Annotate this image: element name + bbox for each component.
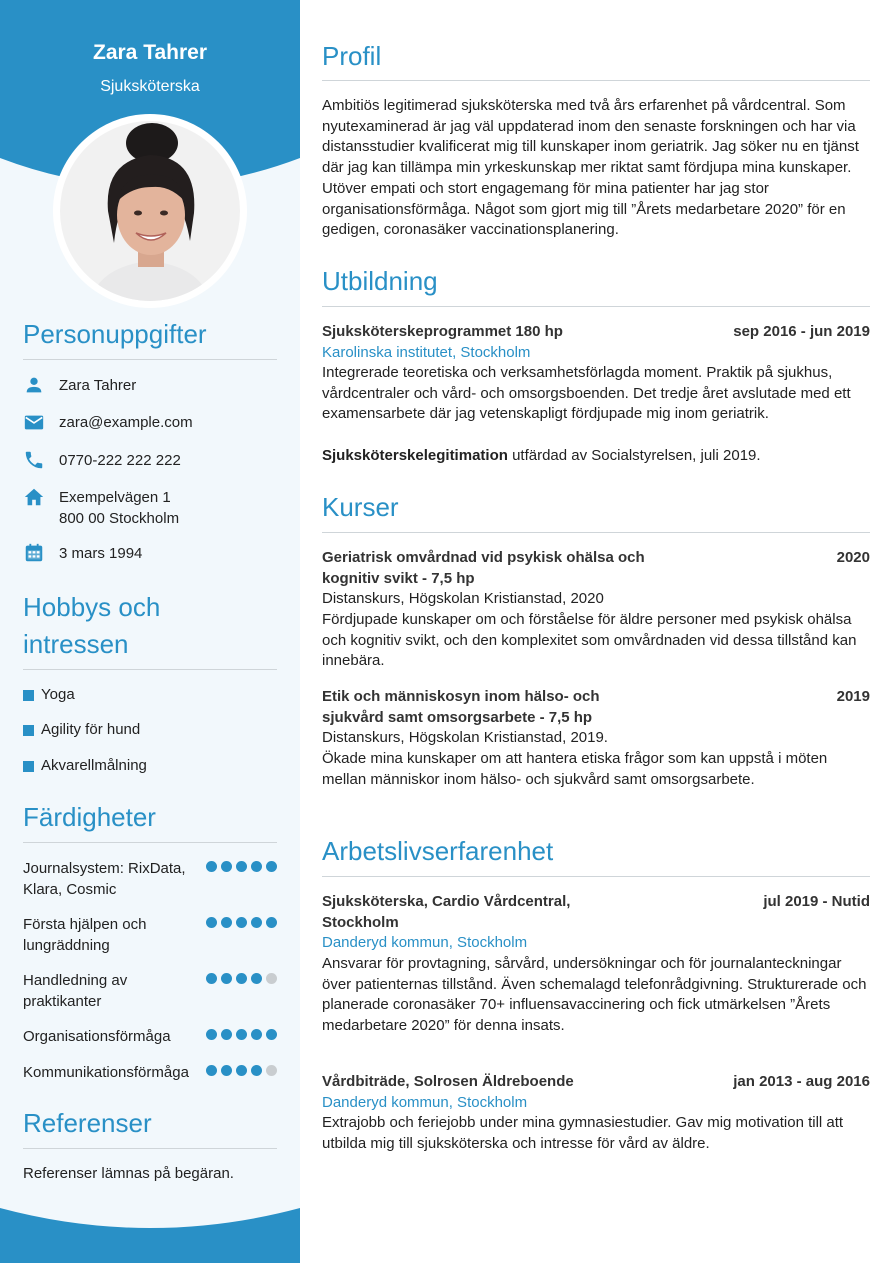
rating-dot-filled [236, 973, 247, 984]
hobby-label: Agility för hund [41, 721, 141, 738]
rating-dot-filled [236, 1065, 247, 1076]
skill-item [23, 1062, 277, 1083]
contact-birthdate [23, 543, 277, 564]
rating-dot-filled [206, 917, 217, 928]
course-provider: Distanskurs, Högskolan Kristianstad, 2019. [322, 729, 608, 746]
education-degree: Sjuksköterskeprogrammet 180 hp [322, 323, 563, 340]
skill-name: Organisationsförmåga [23, 1028, 171, 1045]
contact-email-text: zara@example.com [59, 414, 193, 431]
divider [23, 1148, 277, 1149]
skill-name: Journalsystem: RixData, Klara, Cosmic [23, 860, 186, 898]
course-entry-header [322, 548, 870, 589]
rating-dot-filled [251, 973, 262, 984]
hobby-item [23, 685, 75, 705]
courses-title: Kurser [322, 492, 399, 522]
course-date: 2020 [836, 549, 870, 566]
work-date: jan 2013 - aug 2016 [733, 1073, 870, 1090]
course-description: Ökade mina kunskaper om att hantera etiska frågor som kan uppstå i möten mellan människor inom hälso- och sjukvård samt omsorgsarbete. [322, 750, 828, 788]
education-date: sep 2016 - jun 2019 [733, 323, 870, 340]
personal-info-title: Personuppgifter [23, 319, 207, 349]
contact-name-text: Zara Tahrer [59, 377, 137, 394]
rating-dot-filled [251, 861, 262, 872]
skill-item [23, 858, 277, 900]
work-description: Ansvarar för provtagning, sårvård, undersökningar och för journalanteckningar över patienternas tillstånd. Även schemalagd telefonrådgivning. Strukturerade och planerade coronasäker 70+ influensavaccinering och fick utmärkelsen ”Årets medarbetare 2020” för denna insats. [322, 955, 867, 1035]
rating-dot-filled [251, 917, 262, 928]
rating-dot-filled [236, 861, 247, 872]
contact-birthdate-text: 3 mars 1994 [59, 545, 143, 562]
rating-dot-filled [266, 1029, 277, 1040]
skill-rating [202, 917, 277, 956]
skill-rating [202, 861, 277, 900]
contact-address-text: Exempelvägen 1 800 00 Stockholm [59, 489, 180, 527]
work-employer: Danderyd kommun, Stockholm [322, 934, 528, 951]
job-title: Sjuksköterska [100, 78, 200, 95]
work-date: jul 2019 - Nutid [763, 893, 870, 910]
skill-name: Handledning av praktikanter [23, 972, 128, 1010]
square-bullet-icon [23, 690, 34, 701]
skill-rating [202, 973, 277, 1012]
hobby-label: Yoga [41, 686, 75, 703]
rating-dot-empty [266, 973, 277, 984]
work-description: Extrajobb och feriejobb under mina gymnasiestudier. Gav mig motivation till att utbilda mig till sjuksköterska och intresse för vård av äldre. [322, 1114, 844, 1152]
portrait-image [60, 121, 240, 301]
divider [23, 359, 277, 360]
skill-item [23, 970, 277, 1012]
skill-rating [202, 1029, 277, 1047]
hobby-item [23, 720, 140, 740]
divider [23, 669, 277, 670]
work-employer: Danderyd kommun, Stockholm [322, 1094, 528, 1111]
contact-email [23, 412, 277, 433]
rating-dot-filled [221, 1029, 232, 1040]
profile-text: Ambitiös legitimerad sjuksköterska med två års erfarenhet på vårdcentral. Som nyutexaminerad är jag väl uppdaterad inom den senaste forskningen och har via distansstudier kvalificerat mig till kunskaper inom geriatrik. Jag söker nu en tjänst där jag kan tillämpa min yrkeskunskap mer riktat samt fördjupa mina kunskaper. Utöver empati och stort engagemang för mina patienter har jag stor organisationsförmåga. Något som gjort mig till ”Årets medarbetare 2020” för en gedigen, coronasäker vaccinationsplanering. [322, 97, 859, 239]
phone-icon [23, 449, 45, 471]
rating-dot-filled [236, 917, 247, 928]
square-bullet-icon [23, 761, 34, 772]
education-title: Utbildning [322, 266, 438, 296]
hobbies-title: Hobbys och intressen [23, 592, 161, 659]
profile-title: Profil [322, 41, 382, 71]
education-description: Integrerade teoretiska och verksamhetsförlagda moment. Praktik på sjukhus, vårdcentraler och vård- och omsorgsboenden. Det tredje året avslutade med ett examensarbete där jag vetenskapligt fördjupade mig inom geriatrik. [322, 364, 851, 423]
skill-rating [202, 1065, 277, 1083]
email-icon [23, 411, 45, 433]
course-title: Geriatrisk omvårdnad vid psykisk ohälsa och kognitiv svikt - 7,5 hp [322, 549, 645, 587]
rating-dot-filled [206, 861, 217, 872]
rating-dot-filled [221, 1065, 232, 1076]
hobby-item [23, 756, 147, 776]
rating-dot-filled [251, 1029, 262, 1040]
course-description: Fördjupade kunskaper om och förståelse för äldre personer med psykisk ohälsa och kognitiv svikt, och den komplexitet som omvårdnaden vid dessa tillstånd kan innebära. [322, 611, 857, 670]
rating-dot-filled [206, 1029, 217, 1040]
profile-photo [53, 114, 247, 308]
sidebar-footer-background [0, 1193, 300, 1263]
education-entry-header [322, 322, 870, 343]
skills-title: Färdigheter [23, 802, 156, 832]
work-entry-header [322, 1072, 870, 1093]
hobby-label: Akvarellmålning [41, 757, 147, 774]
contact-phone [23, 450, 277, 471]
contact-address [23, 487, 277, 529]
skill-name: Första hjälpen och lungräddning [23, 916, 147, 954]
references-text: Referenser lämnas på begäran. [23, 1165, 234, 1182]
divider [322, 532, 870, 533]
references-title: Referenser [23, 1108, 152, 1138]
work-title-text: Vårdbiträde, Solrosen Äldreboende [322, 1073, 574, 1090]
rating-dot-filled [236, 1029, 247, 1040]
divider [322, 876, 870, 877]
rating-dot-filled [221, 861, 232, 872]
home-icon [23, 486, 45, 508]
education-school: Karolinska institutet, Stockholm [322, 344, 531, 361]
rating-dot-filled [206, 1065, 217, 1076]
square-bullet-icon [23, 725, 34, 736]
work-entry-header [322, 892, 870, 933]
contact-name [23, 375, 277, 396]
rating-dot-filled [266, 861, 277, 872]
rating-dot-filled [206, 973, 217, 984]
skill-name: Kommunikationsförmåga [23, 1064, 189, 1081]
work-title-text: Sjuksköterska, Cardio Vårdcentral, Stockholm [322, 893, 571, 931]
rating-dot-filled [266, 917, 277, 928]
rating-dot-filled [221, 917, 232, 928]
course-provider: Distanskurs, Högskolan Kristianstad, 2020 [322, 590, 604, 607]
contact-phone-text: 0770-222 222 222 [59, 452, 181, 469]
course-title: Etik och människosyn inom hälso- och sjukvård samt omsorgsarbete - 7,5 hp [322, 688, 600, 726]
rating-dot-filled [221, 973, 232, 984]
divider [23, 842, 277, 843]
work-title: Arbetslivserfarenhet [322, 836, 554, 866]
calendar-icon [23, 542, 45, 564]
sidebar [0, 0, 300, 1263]
divider [322, 80, 870, 81]
skill-item [23, 1026, 277, 1047]
skill-item [23, 914, 277, 956]
course-entry-header [322, 687, 870, 728]
divider [322, 306, 870, 307]
license-text: Sjuksköterskelegitimation utfärdad av Socialstyrelsen, juli 2019. [322, 447, 761, 464]
person-icon [23, 374, 45, 396]
rating-dot-filled [251, 1065, 262, 1076]
rating-dot-empty [266, 1065, 277, 1076]
course-date: 2019 [836, 688, 870, 705]
person-name: Zara Tahrer [93, 41, 207, 64]
